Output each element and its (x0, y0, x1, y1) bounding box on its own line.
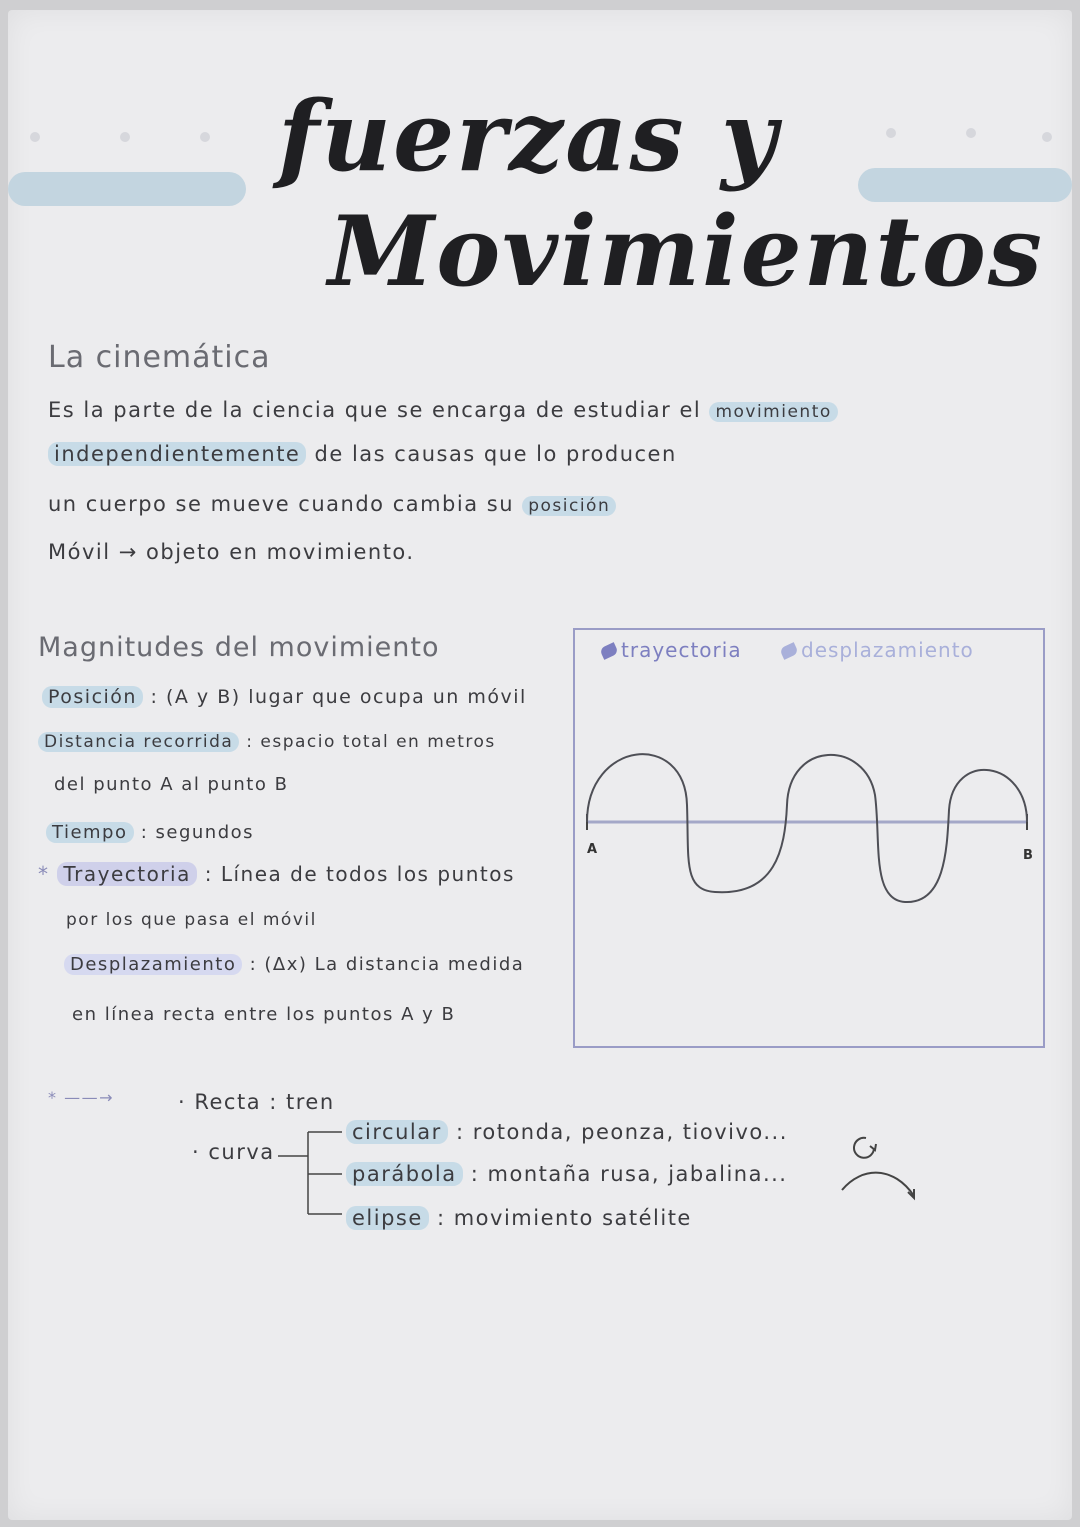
cinematica-text: de las causas que lo producen (314, 442, 677, 466)
tipo-curva: · curva (192, 1140, 275, 1164)
decor-dot (886, 128, 896, 138)
decor-dot (120, 132, 130, 142)
cinematica-line-2 (48, 442, 677, 466)
magnitud-text: : (A y B) lugar que ocupa un móvil (150, 686, 527, 708)
highlight-desplazamiento-term: Desplazamiento (64, 954, 242, 975)
highlight-posicion-term: Posición (42, 686, 143, 708)
cinematica-text: un cuerpo se mueve cuando cambia su (48, 492, 515, 516)
magnitud-tiempo (46, 822, 254, 843)
tipo-recta: · Recta : tren (178, 1090, 335, 1114)
diagram-svg (575, 630, 1043, 1046)
parabola-arrow-icon (842, 1173, 914, 1196)
tipo-circular (346, 1120, 788, 1144)
point-a-label: A (587, 842, 598, 857)
magnitud-distancia-cont: del punto A al punto B (54, 774, 289, 795)
magnitud-desplazamiento (64, 954, 524, 975)
motion-icons (828, 1126, 918, 1206)
tipo-text: : montaña rusa, jabalina... (470, 1162, 788, 1186)
highlight-trayectoria-term: Trayectoria (57, 862, 197, 886)
magnitud-trayectoria (38, 862, 515, 886)
star-marker: * (38, 862, 50, 886)
highlight-elipse: elipse (346, 1206, 429, 1230)
highlight-posicion: posición (522, 496, 616, 516)
decor-dot (30, 132, 40, 142)
magnitud-text: : (Δx) La distancia medida (249, 954, 525, 975)
cinematica-line-1 (48, 398, 838, 422)
magnitud-text: : segundos (140, 822, 255, 843)
legend-label: trayectoria (621, 638, 742, 662)
trayectoria-curve (587, 754, 1027, 902)
section-heading-magnitudes: Magnitudes del movimiento (38, 632, 440, 663)
circular-arrow-head (870, 1144, 876, 1150)
magnitud-posicion (42, 686, 527, 708)
legend-label: desplazamiento (801, 638, 974, 662)
tipo-text: : movimiento satélite (436, 1206, 692, 1230)
point-b-label: B (1023, 848, 1033, 863)
decor-band-left (8, 172, 246, 206)
magnitud-text: : Línea de todos los puntos (204, 862, 515, 886)
magnitud-trayectoria-cont: por los que pasa el móvil (66, 910, 317, 930)
cinematica-line-4: Móvil → objeto en movimiento. (48, 540, 415, 564)
highlight-movimiento: movimiento (709, 402, 837, 422)
highlight-distancia-term: Distancia recorrida (38, 732, 239, 752)
tipo-text: : rotonda, peonza, tiovivo... (455, 1120, 788, 1144)
page-title-line1: fuerzas y (278, 80, 779, 193)
highlight-parabola: parábola (346, 1162, 463, 1186)
section-heading-cinematica: La cinemática (48, 340, 271, 375)
cinematica-line-3 (48, 492, 616, 516)
magnitud-desplazamiento-cont: en línea recta entre los puntos A y B (72, 1004, 456, 1025)
notebook-page (8, 10, 1072, 1520)
magnitud-distancia (38, 732, 496, 752)
tipo-parabola (346, 1162, 787, 1186)
highlight-circular: circular (346, 1120, 448, 1144)
decor-dot (1042, 132, 1052, 142)
highlight-independientemente: independientemente (48, 442, 306, 466)
decor-dot (200, 132, 210, 142)
highlight-tiempo-term: Tiempo (46, 822, 134, 843)
page-title-line2: Movimientos (328, 195, 1044, 308)
tipo-elipse (346, 1206, 692, 1230)
decor-dot (966, 128, 976, 138)
tipos-arrow: * ——→ (48, 1088, 114, 1107)
cinematica-text: Es la parte de la ciencia que se encarga de estudiar el (48, 398, 702, 422)
trayectoria-diagram (573, 628, 1045, 1048)
magnitud-text: : espacio total en metros (246, 732, 496, 752)
